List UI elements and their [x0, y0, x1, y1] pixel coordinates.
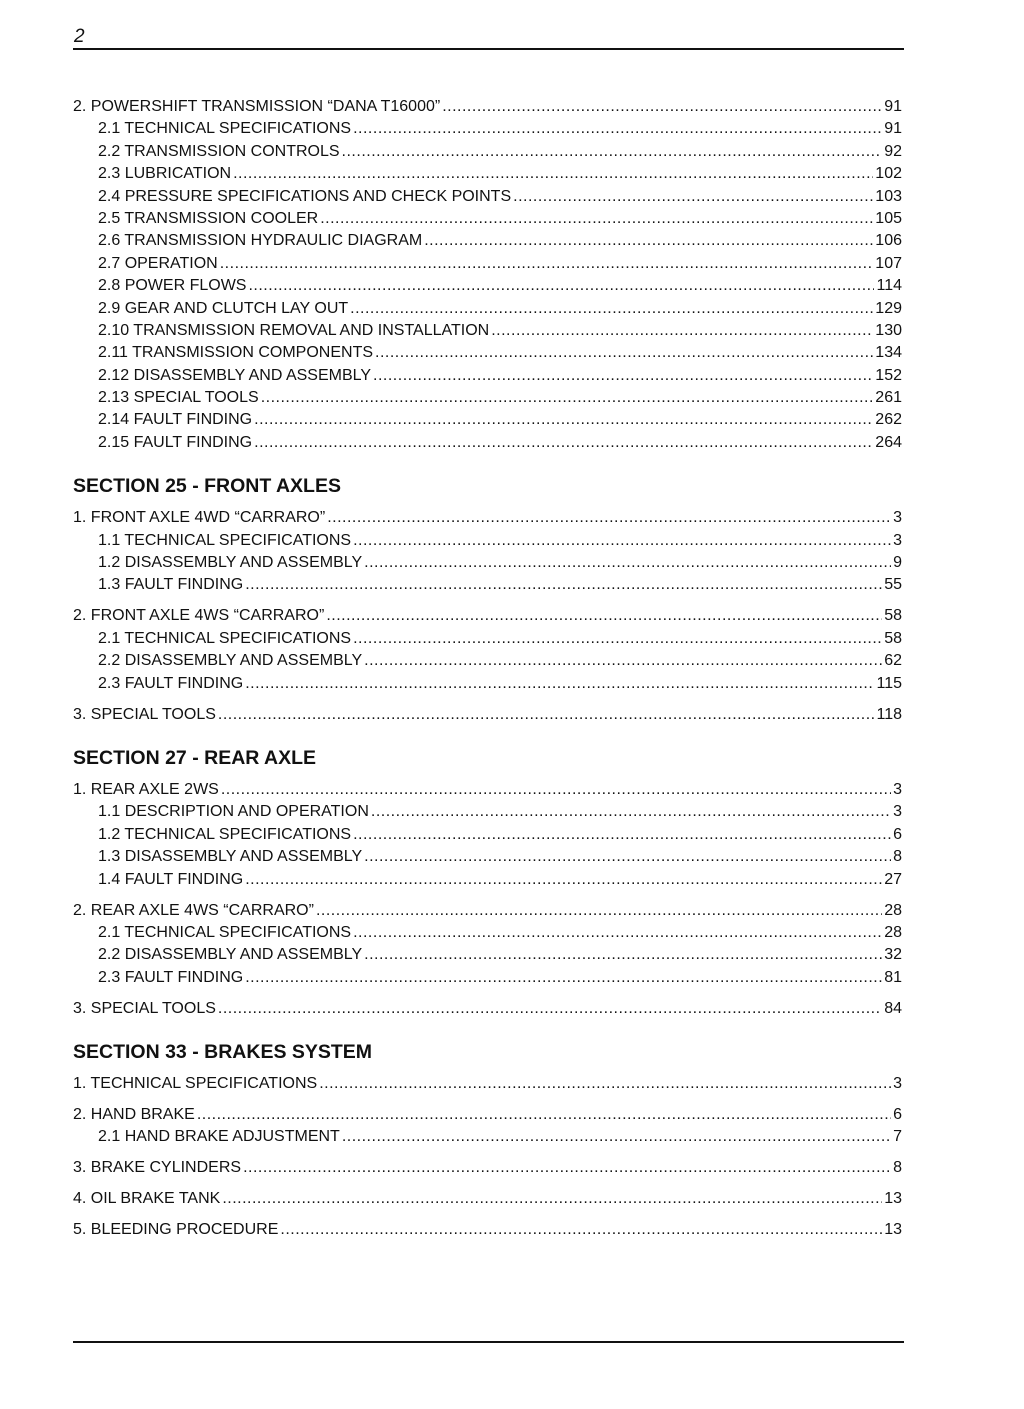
dot-leader — [491, 320, 873, 342]
toc-subentry[interactable] — [73, 1126, 902, 1148]
entry-title: 1.4 FAULT FINDING — [98, 870, 244, 888]
dot-leader — [280, 1219, 882, 1241]
entry-title: 2.12 DISASSEMBLY AND ASSEMBLY — [98, 366, 372, 384]
dot-leader — [364, 552, 891, 574]
toc-entry[interactable] — [73, 1157, 902, 1179]
toc-subentry[interactable] — [73, 230, 902, 252]
entry-title: 2.5 TRANSMISSION COOLER — [98, 209, 319, 227]
dot-leader — [342, 141, 883, 163]
entry-gap — [73, 891, 902, 900]
entry-page-number: 107 — [875, 254, 902, 272]
table-of-contents — [73, 96, 902, 1242]
toc-subentry[interactable] — [73, 530, 902, 552]
entry-title: 2.1 TECHNICAL SPECIFICATIONS — [98, 923, 352, 941]
entry-page-number: 91 — [884, 120, 902, 138]
entry-page-number: 6 — [893, 1106, 902, 1124]
entry-page-number: 3 — [893, 509, 902, 527]
toc-subentry[interactable] — [73, 163, 902, 185]
entry-page-number: 261 — [875, 389, 902, 407]
dot-leader — [248, 275, 874, 297]
entry-page-number: 130 — [875, 321, 902, 339]
entry-page-number: 264 — [875, 433, 902, 451]
toc-entry[interactable] — [73, 900, 902, 922]
dot-leader — [327, 507, 891, 529]
entry-title: 2.1 HAND BRAKE ADJUSTMENT — [98, 1128, 340, 1146]
toc-subentry[interactable] — [73, 846, 902, 868]
entry-title: 2.7 OPERATION — [98, 254, 218, 272]
entry-page-number: 118 — [876, 705, 902, 723]
entry-page-number: 84 — [884, 999, 902, 1017]
entry-title: 2.4 PRESSURE SPECIFICATIONS AND CHECK POINTS — [98, 187, 512, 205]
entry-title: 2.2 DISASSEMBLY AND ASSEMBLY — [98, 946, 363, 964]
entry-title: 1.2 TECHNICAL SPECIFICATIONS — [98, 825, 352, 843]
dot-leader — [326, 605, 882, 627]
toc-entry[interactable] — [73, 605, 902, 627]
entry-gap — [73, 597, 902, 606]
entry-page-number: 8 — [893, 848, 902, 866]
dot-leader — [364, 846, 891, 868]
header-rule — [73, 48, 904, 50]
toc-entry[interactable] — [73, 1188, 902, 1210]
entry-title: 1.1 DESCRIPTION AND OPERATION — [98, 803, 369, 821]
dot-leader — [220, 253, 874, 275]
dot-leader — [353, 922, 882, 944]
entry-title: 2. POWERSHIFT TRANSMISSION “DANA T16000” — [73, 98, 441, 115]
entry-page-number: 8 — [893, 1159, 902, 1177]
entry-page-number: 9 — [893, 554, 902, 572]
toc-subentry[interactable] — [73, 552, 902, 574]
section-heading: SECTION 25 - FRONT AXLES — [73, 475, 341, 498]
entry-page-number: 129 — [875, 299, 902, 317]
entry-title: 2.15 FAULT FINDING — [98, 433, 253, 451]
entry-page-number: 13 — [884, 1221, 902, 1239]
entry-title: 1.2 DISASSEMBLY AND ASSEMBLY — [98, 554, 363, 572]
entry-page-number: 3 — [893, 531, 902, 549]
dot-leader — [353, 118, 882, 140]
entry-title: 2.6 TRANSMISSION HYDRAULIC DIAGRAM — [98, 232, 423, 250]
toc-entry[interactable] — [73, 998, 902, 1020]
dot-leader — [245, 574, 882, 596]
entry-title: 1.3 DISASSEMBLY AND ASSEMBLY — [98, 848, 363, 866]
entry-page-number: 32 — [884, 946, 902, 964]
entry-page-number: 27 — [884, 870, 902, 888]
entry-page-number: 62 — [884, 652, 902, 670]
toc-subentry[interactable] — [73, 967, 902, 989]
toc-subentry[interactable] — [73, 387, 902, 409]
dot-leader — [375, 342, 873, 364]
section-heading: SECTION 33 - BRAKES SYSTEM — [73, 1041, 373, 1064]
toc-subentry[interactable] — [73, 320, 902, 342]
entry-page-number: 102 — [875, 165, 902, 183]
entry-gap — [73, 989, 902, 998]
dot-leader — [218, 704, 875, 726]
entry-page-number: 262 — [875, 411, 902, 429]
entry-title: 2.8 POWER FLOWS — [98, 277, 247, 295]
toc-entry[interactable] — [73, 1219, 902, 1241]
entry-title: 2. REAR AXLE 4WS “CARRARO” — [73, 901, 314, 919]
toc-subentry[interactable] — [73, 944, 902, 966]
entry-title: 1.1 TECHNICAL SPECIFICATIONS — [98, 531, 352, 549]
dot-leader — [342, 1126, 891, 1148]
toc-entry[interactable] — [73, 507, 902, 529]
toc-subentry[interactable] — [73, 118, 902, 140]
toc-subentry[interactable] — [73, 801, 902, 823]
entry-title: 1. FRONT AXLE 4WD “CARRARO” — [73, 509, 326, 527]
entry-page-number: 92 — [884, 142, 902, 160]
entry-title: 2.13 SPECIAL TOOLS — [98, 389, 259, 407]
dot-leader — [221, 779, 891, 801]
entry-page-number: 115 — [876, 674, 902, 692]
dot-leader — [364, 944, 882, 966]
entry-title: 2.3 FAULT FINDING — [98, 968, 244, 986]
entry-page-number: 3 — [893, 1075, 902, 1093]
dot-leader — [245, 869, 882, 891]
toc-entry[interactable] — [73, 96, 902, 118]
toc-subentry[interactable] — [73, 922, 902, 944]
dot-leader — [254, 432, 873, 454]
dot-leader — [319, 1073, 891, 1095]
entry-title: 3. SPECIAL TOOLS — [73, 705, 216, 723]
toc-subentry[interactable] — [73, 141, 902, 163]
toc-subentry[interactable] — [73, 298, 902, 320]
entry-page-number: 28 — [884, 901, 902, 919]
entry-title: 2. FRONT AXLE 4WS “CARRARO” — [73, 607, 325, 625]
entry-gap — [73, 1211, 902, 1220]
entry-page-number: 106 — [875, 232, 902, 250]
entry-page-number: 114 — [876, 277, 902, 295]
dot-leader — [245, 967, 882, 989]
dot-leader — [243, 1157, 891, 1179]
entry-title: 3. SPECIAL TOOLS — [73, 999, 216, 1017]
entry-page-number: 103 — [875, 187, 902, 205]
dot-leader — [353, 824, 891, 846]
toc-entry[interactable] — [73, 704, 902, 726]
entry-page-number: 3 — [893, 803, 902, 821]
entry-gap — [73, 1095, 902, 1104]
toc-subentry[interactable] — [73, 275, 902, 297]
entry-page-number: 55 — [884, 576, 902, 594]
dot-leader — [373, 365, 873, 387]
toc-subentry[interactable] — [73, 673, 902, 695]
entry-title: 3. BRAKE CYLINDERS — [73, 1159, 242, 1177]
entry-page-number: 7 — [893, 1128, 902, 1146]
dot-leader — [254, 409, 873, 431]
entry-page-number: 28 — [884, 923, 902, 941]
entry-gap — [73, 1149, 902, 1158]
entry-title: 2.1 TECHNICAL SPECIFICATIONS — [98, 120, 352, 138]
section-heading: SECTION 27 - REAR AXLE — [73, 746, 317, 769]
entry-page-number: 13 — [884, 1190, 902, 1208]
footer-rule — [73, 1341, 904, 1343]
entry-title: 2.2 DISASSEMBLY AND ASSEMBLY — [98, 652, 363, 670]
toc-subentry[interactable] — [73, 342, 902, 364]
entry-page-number: 152 — [875, 366, 902, 384]
toc-subentry[interactable] — [73, 824, 902, 846]
dot-leader — [218, 998, 882, 1020]
entry-title: 1. TECHNICAL SPECIFICATIONS — [73, 1075, 318, 1093]
dot-leader — [442, 96, 882, 118]
toc-subentry[interactable] — [73, 208, 902, 230]
dot-leader — [320, 208, 873, 230]
entry-page-number: 91 — [884, 98, 902, 115]
entry-gap — [73, 1180, 902, 1189]
dot-leader — [353, 530, 891, 552]
entry-title: 2.1 TECHNICAL SPECIFICATIONS — [98, 629, 352, 647]
entry-title: 2.9 GEAR AND CLUTCH LAY OUT — [98, 299, 349, 317]
dot-leader — [197, 1104, 891, 1126]
toc-subentry[interactable] — [73, 650, 902, 672]
entry-gap — [73, 695, 902, 704]
dot-leader — [222, 1188, 882, 1210]
toc-subentry[interactable] — [73, 432, 902, 454]
dot-leader — [353, 628, 882, 650]
entry-page-number: 58 — [884, 629, 902, 647]
entry-title: 2.10 TRANSMISSION REMOVAL AND INSTALLATION — [98, 321, 490, 339]
toc-entry[interactable] — [73, 1104, 902, 1126]
dot-leader — [261, 387, 874, 409]
toc-subentry[interactable] — [73, 186, 902, 208]
entry-page-number: 3 — [893, 780, 902, 798]
toc-subentry[interactable] — [73, 253, 902, 275]
entry-title: 1.3 FAULT FINDING — [98, 576, 244, 594]
dot-leader — [350, 298, 873, 320]
toc-entry[interactable] — [73, 1073, 902, 1095]
entry-title: 2.11 TRANSMISSION COMPONENTS — [98, 344, 374, 362]
toc-subentry[interactable] — [73, 628, 902, 650]
toc-subentry[interactable] — [73, 869, 902, 891]
entry-title: 1. REAR AXLE 2WS — [73, 780, 219, 798]
entry-title: 4. OIL BRAKE TANK — [73, 1190, 221, 1208]
entry-title: 2.2 TRANSMISSION CONTROLS — [98, 142, 340, 160]
page-number: 2 — [74, 26, 85, 47]
entry-title: 2.3 LUBRICATION — [98, 165, 232, 183]
toc-subentry[interactable] — [73, 365, 902, 387]
dot-leader — [424, 230, 873, 252]
dot-leader — [245, 673, 874, 695]
entry-title: 2. HAND BRAKE — [73, 1106, 195, 1124]
entry-page-number: 134 — [875, 344, 902, 362]
dot-leader — [513, 186, 873, 208]
dot-leader — [371, 801, 891, 823]
dot-leader — [233, 163, 873, 185]
dot-leader — [316, 900, 882, 922]
toc-entry[interactable] — [73, 779, 902, 801]
entry-page-number: 58 — [884, 607, 902, 625]
entry-page-number: 6 — [893, 825, 902, 843]
entry-title: 2.14 FAULT FINDING — [98, 411, 253, 429]
entry-page-number: 105 — [875, 209, 902, 227]
toc-subentry[interactable] — [73, 574, 902, 596]
entry-title: 5. BLEEDING PROCEDURE — [73, 1221, 279, 1239]
entry-page-number: 81 — [884, 968, 902, 986]
toc-subentry[interactable] — [73, 409, 902, 431]
entry-title: 2.3 FAULT FINDING — [98, 674, 244, 692]
dot-leader — [364, 650, 882, 672]
